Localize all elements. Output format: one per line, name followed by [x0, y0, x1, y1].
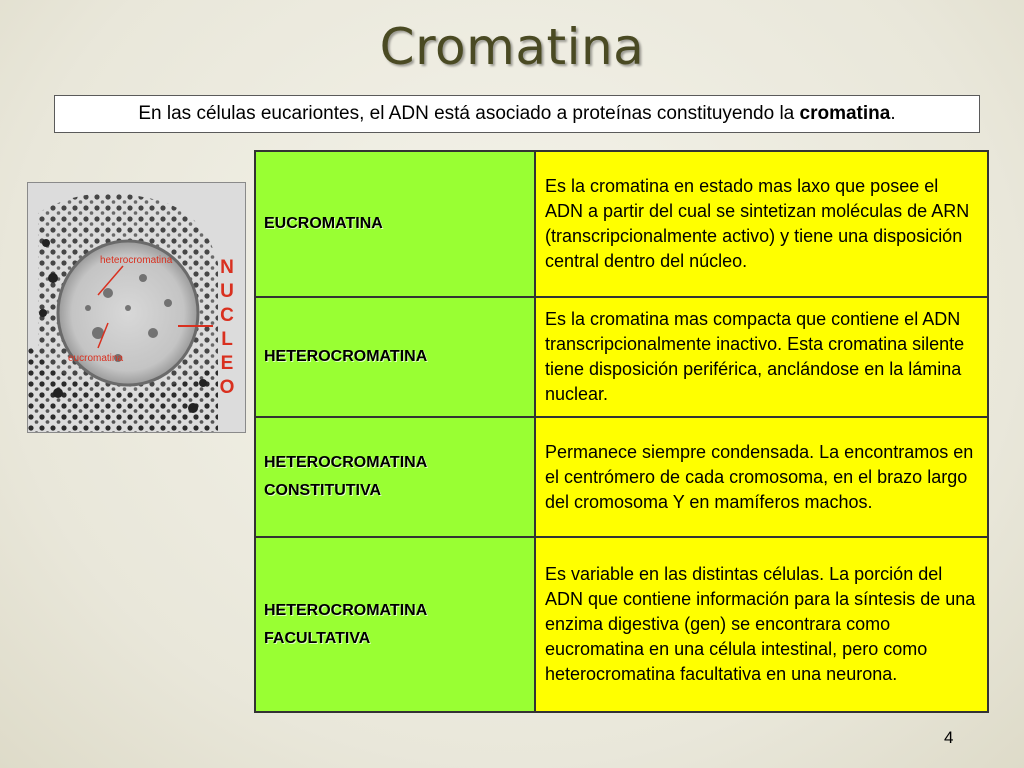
- table-row: [255, 537, 988, 712]
- nucleo-letter-n: N: [220, 257, 234, 278]
- nucleo-letter-c: C: [220, 305, 234, 326]
- nucleo-letter-o: O: [219, 377, 235, 398]
- description-cell: Es variable en las distintas células. La porción del ADN que contiene información para la síntesis de una enzima digestiva (gen) se encontrara como eucromatina en una célula intestinal, pero como heterocromatina facultativa en una neurona.: [535, 537, 988, 712]
- intro-box: [54, 95, 980, 133]
- intro-bold-term: cromatina: [799, 103, 891, 124]
- description-cell: Es la cromatina en estado mas laxo que posee el ADN a partir del cual se sintetizan moléculas de ARN (transcripcionalmente activo) y tiene una disposición central dentro del núcleo.: [535, 151, 988, 297]
- table-row: [255, 417, 988, 537]
- label-heterocromatina: heterocromatina: [100, 255, 173, 266]
- description-cell: Es la cromatina mas compacta que contiene el ADN transcripcionalmente inactivo. Esta cromatina silente tiene disposición periférica, anclándose en la lámina nuclear.: [535, 297, 988, 417]
- table-row: [255, 297, 988, 417]
- label-eucromatina: eucromatina: [68, 353, 124, 364]
- page-number: 4: [944, 728, 954, 747]
- nucleus-micrograph: [27, 182, 246, 433]
- slide-title: Cromatina: [379, 18, 645, 76]
- nucleo-letter-e: E: [220, 353, 234, 374]
- term-cell: HETEROCROMATINA CONSTITUTIVA: [255, 417, 535, 537]
- nucleo-letter-u: U: [220, 281, 234, 302]
- term-cell: HETEROCROMATINA FACULTATIVA: [255, 537, 535, 712]
- intro-text: En las células eucariontes, el ADN está asociado a proteínas constituyendo la cromatina.: [138, 103, 896, 124]
- nucleo-letter-l: L: [221, 329, 233, 350]
- chromatin-table: [254, 150, 989, 713]
- description-cell: Permanece siempre condensada. La encontramos en el centrómero de cada cromosoma, en el brazo largo del cromosoma Y en mamíferos machos.: [535, 417, 988, 537]
- term-cell: EUCROMATINA: [255, 151, 535, 297]
- term-cell: HETEROCROMATINA: [255, 297, 535, 417]
- table-row: [255, 151, 988, 297]
